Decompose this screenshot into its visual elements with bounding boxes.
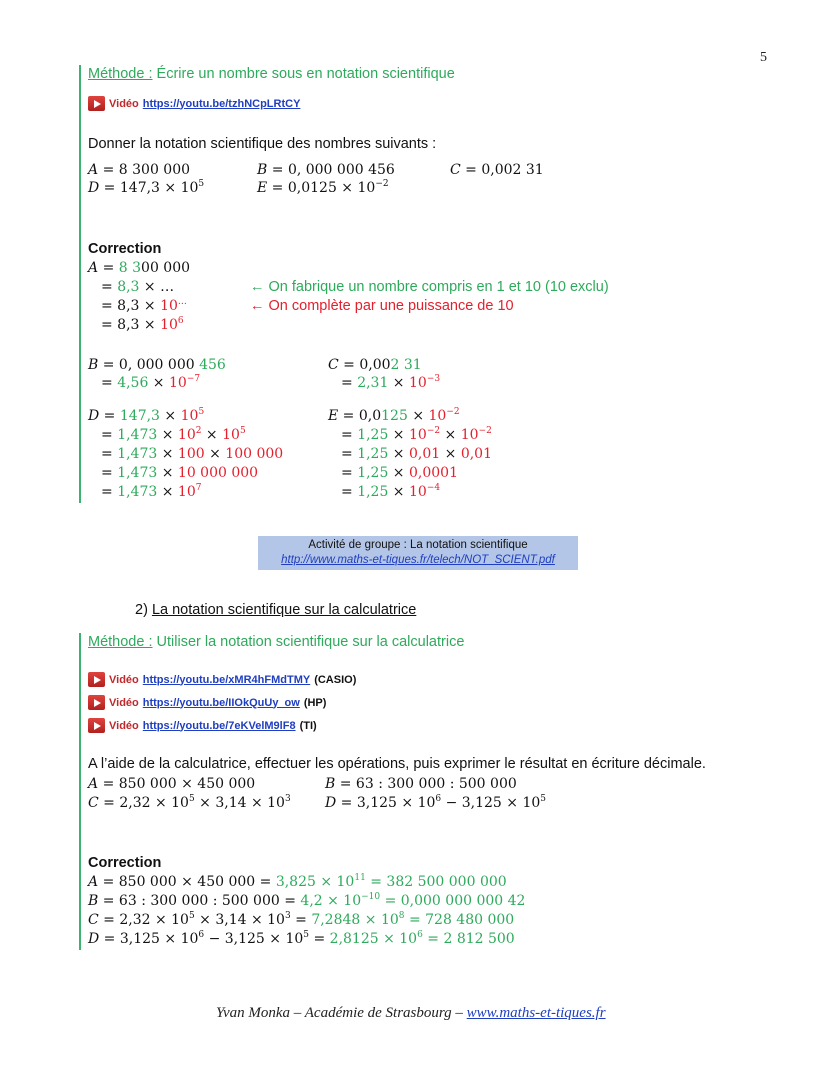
correction-a-line-2: = 8,3 × …: [101, 279, 175, 295]
video-link-hp[interactable]: Vidéo https://youtu.be/IIOkQuUy_ow (HP): [88, 695, 326, 710]
correction-c-line-2: = $2,31 \times 10^{-3}$: [341, 374, 441, 391]
calc-exercise-d: $D = 3,125 \times 10^6 - 3,125 \times 10^5$: [325, 794, 547, 811]
method-2-heading: [88, 634, 464, 650]
method-title: Utiliser la notation scientifique sur la calculatrice: [152, 634, 465, 650]
exercise-e: $E = 0,0125 \times 10^{-2}$: [257, 179, 389, 196]
calc-exercise-a: A = 850 000 × 450 000: [88, 776, 256, 792]
calc-exercise-c: $C = 2,32 \times 10^5 \times 3,14 \times 10^3$: [88, 794, 291, 811]
youtube-play-icon: [88, 672, 105, 687]
youtube-play-icon: [88, 695, 105, 710]
footer: [216, 1005, 606, 1022]
footer-link[interactable]: www.maths-et-tiques.fr: [466, 1005, 606, 1021]
calc-correction-c: $C = 2,32 \times 10^5 \times 3,14 \times 10^3 = 7,2848 \times 10^8 = 728$ 480 000: [88, 911, 515, 928]
exercise-b: B = 0, 000 000 456: [257, 162, 395, 178]
note-power-of-ten: ← On complète par une puissance de 10: [250, 298, 514, 314]
correction-a-line-4: = $8,3 \times 10^6$: [101, 316, 184, 333]
method-label: Méthode :: [88, 66, 153, 82]
correction-d-line-3: = 1,473 × 100 × 100 000: [101, 446, 284, 462]
video-link-casio[interactable]: Vidéo https://youtu.be/xMR4hFMdTMY (CASIO): [88, 672, 356, 687]
exercise-d: $D = 147,3 \times 10^5$: [88, 179, 205, 196]
video-link-1[interactable]: [88, 96, 300, 111]
section-2-heading: [135, 602, 416, 618]
method-label: Méthode :: [88, 634, 153, 650]
exercise-a: A = 8 300 000: [88, 162, 191, 178]
calc-correction-a: A = 850 000 × 450 $000 = 3,825 \times 10^{11} = 382$ 500 000 000: [88, 873, 507, 890]
method-title: Écrire un nombre sous en notation scientifique: [152, 66, 455, 82]
footer-text: Yvan Monka – Académie de Strasbourg –: [216, 1005, 467, 1021]
video-url[interactable]: https://youtu.be/tzhNCpLRtCY: [142, 97, 301, 110]
youtube-play-icon: [88, 96, 105, 111]
correction-d-line-2: = $1,473 \times 10^2 \times 10^5$: [101, 426, 246, 443]
method-2-border: [79, 633, 81, 950]
correction-b-line-2: = $4,56 \times 10^{-7}$: [101, 374, 201, 391]
correction-d-line-1: $D = 147,3 \times 10^5$: [88, 407, 205, 424]
method-1-border: [79, 65, 81, 503]
youtube-play-icon: [88, 718, 105, 733]
method-1-heading: [88, 66, 455, 82]
video-link-ti[interactable]: Vidéo https://youtu.be/7eKVelM9lF8 (TI): [88, 718, 317, 733]
correction-b-line-1: B = 0, 000 000 456: [88, 357, 226, 373]
calculator-tag: (TI): [299, 719, 317, 732]
video-label: Vidéo: [109, 97, 139, 110]
correction-a-line-3: = 8,3 × 10…: [101, 297, 187, 314]
exercise-c: C = 0,002 31: [450, 162, 544, 178]
correction-e-line-5: = $1,25 \times 10^{-4}$: [341, 483, 441, 500]
correction-c-line-1: C = 0,002 31: [328, 357, 422, 373]
calculator-tag: (HP): [303, 696, 327, 709]
note-build-number: ← On fabrique un nombre compris en 1 et 10 (10 exclu): [250, 279, 609, 295]
calc-exercise-b: B = 63 : 300 000 : 500 000: [325, 776, 517, 792]
calculator-tag: (CASIO): [314, 673, 357, 686]
correction-e-line-2: = $1,25 \times 10^{-2} \times 10^{-2}$: [341, 426, 492, 443]
correction-d-line-4: = 1,473 × 10 000 000: [101, 465, 259, 481]
correction-title-2: Correction: [88, 855, 162, 871]
correction-title: Correction: [88, 241, 162, 257]
video-url[interactable]: https://youtu.be/IIOkQuUy_ow: [142, 696, 300, 709]
activity-link[interactable]: http://www.maths-et-tiques.fr/telech/NOT_SCIENT.pdf: [281, 554, 555, 566]
correction-d-line-5: = $1,473 \times 10^7$: [101, 483, 202, 500]
page-number: 5: [760, 50, 767, 65]
section-title: La notation scientifique sur la calculatrice: [151, 602, 417, 618]
activity-box: [258, 536, 578, 570]
correction-e-line-3: = 1,25 × 0,01 × 0,01: [341, 446, 492, 462]
correction-a-line-1: A = 8 300 000: [88, 260, 191, 276]
video-url[interactable]: https://youtu.be/7eKVelM9lF8: [142, 719, 296, 732]
section-number: 2): [135, 602, 148, 618]
calc-correction-d: $D = 3,125 \times 10^6 - 3,125 \times 10^5 = 2,8125 \times 10^6 = 2$ 812 500: [88, 930, 515, 947]
correction-e-line-4: = 1,25 × 0,0001: [341, 465, 458, 481]
correction-e-line-1: $E = 0,0125 \times 10^{-2}$: [328, 407, 460, 424]
calculator-prompt: A l’aide de la calculatrice, effectuer les opérations, puis exprimer le résultat en écriture décimale.: [88, 756, 706, 772]
activity-title: Activité de groupe : La notation scientifique: [308, 539, 528, 551]
video-url[interactable]: https://youtu.be/xMR4hFMdTMY: [142, 673, 311, 686]
exercise-prompt: Donner la notation scientifique des nombres suivants :: [88, 136, 437, 152]
calc-correction-b: B = 63 : 300 000 : 500 $000 = 4,2 \times 10^{-10} = 0,000$ 000 000 42: [88, 892, 526, 909]
